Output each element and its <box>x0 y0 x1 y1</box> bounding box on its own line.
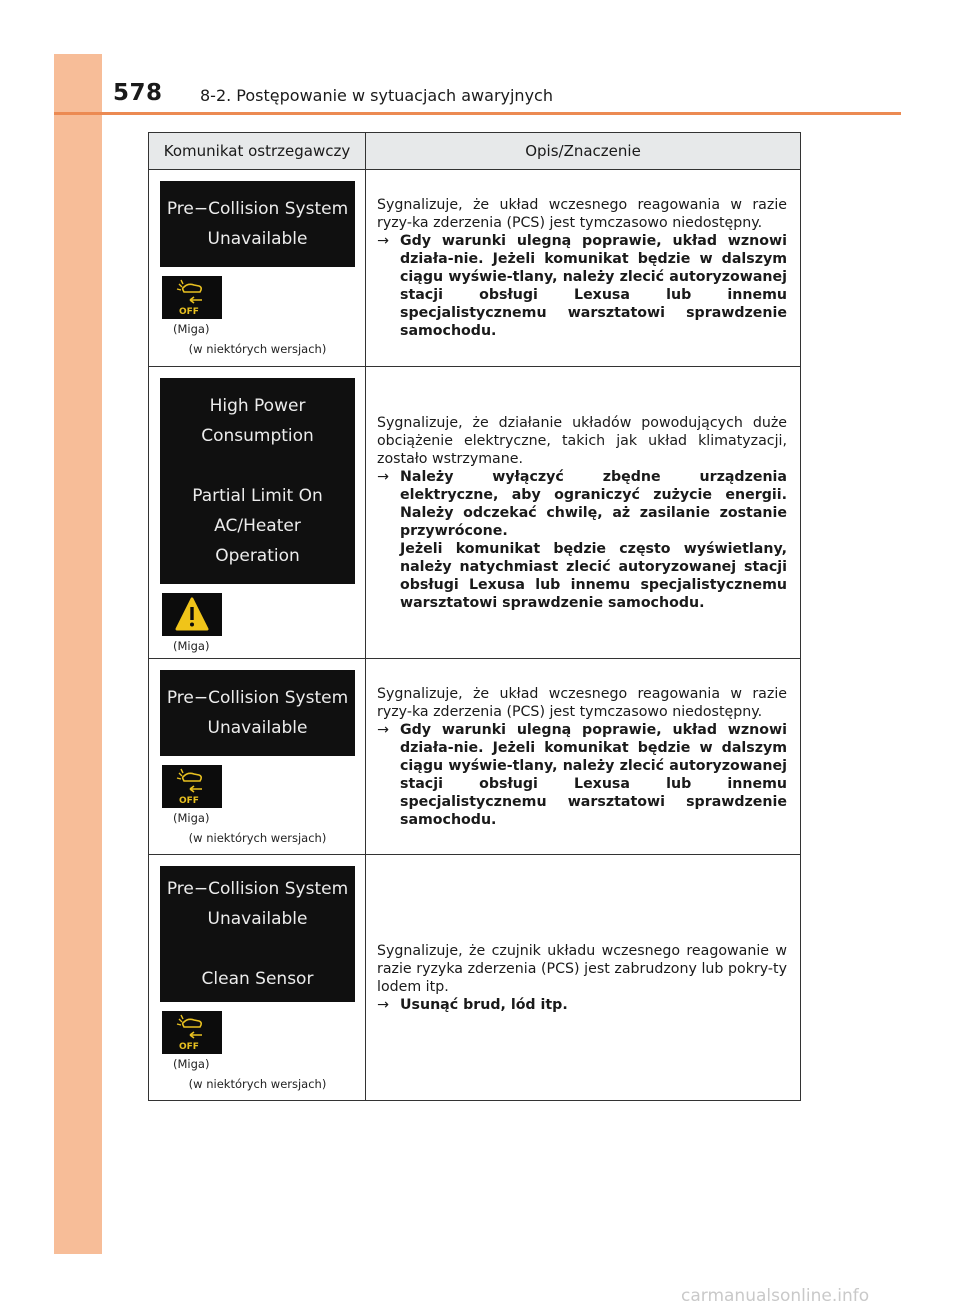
display-screen <box>160 670 355 756</box>
display-screen <box>160 378 355 584</box>
table-row <box>149 659 801 855</box>
header-warning-message: Komunikat ostrzegawczy <box>149 133 366 170</box>
screen-line: Operation <box>215 546 300 566</box>
arrow-icon: → <box>377 468 389 485</box>
description-cell <box>366 170 801 367</box>
versions-note: (w niektórych wersjach) <box>188 342 327 356</box>
pcs-off-icon <box>162 1011 222 1054</box>
blink-label: (Miga) <box>173 639 210 653</box>
description-cell <box>366 659 801 855</box>
screen-line: Pre−Collision System <box>166 879 349 899</box>
screen-line: Pre−Collision System <box>166 688 349 708</box>
description-text: Sygnalizuje, że czujnik układu wczesnego reagowanie w razie ryzyka zderzenia (PCS) jest zabrudzony lub pokry-ty lodem itp. <box>377 942 787 995</box>
action-extra-text: Jeżeli komunikat będzie często wyświetlany, należy natychmiast zlecić autoryzowanej stacji obsługi Lexusa lub innemu specjalistycznemu warsztatowi sprawdzenie samochodu. <box>400 540 787 611</box>
screen-line: Consumption <box>201 426 314 446</box>
display-screen <box>160 866 355 1002</box>
screen-line: Pre−Collision System <box>166 199 349 219</box>
description-text: Sygnalizuje, że układ wczesnego reagowania w razie ryzy-ka zderzenia (PCS) jest tymczasowo niedostępny. <box>377 685 787 720</box>
screen-line: Clean Sensor <box>201 969 314 989</box>
screen-line: AC/Heater <box>214 516 301 536</box>
message-cell <box>149 367 366 659</box>
versions-note: (w niektórych wersjach) <box>188 1077 327 1091</box>
arrow-icon: → <box>377 996 389 1013</box>
section-title: 8-2. Postępowanie w sytuacjach awaryjnych <box>200 86 553 105</box>
message-cell <box>149 659 366 855</box>
pcs-off-icon <box>162 765 222 808</box>
description-cell <box>366 855 801 1101</box>
message-cell <box>149 170 366 367</box>
blink-label: (Miga) <box>173 322 210 336</box>
action-text: → Gdy warunki ulegną poprawie, układ wznowi działa-nie. Jeżeli komunikat będzie w dalszym ciągu wyświe-tlany, należy zlecić autoryzowanej stacji obsługi Lexusa lub innemu specjalistycznemu warsztatowi sprawdzenie samochodu. <box>377 233 787 339</box>
svg-text:OFF: OFF <box>179 796 199 806</box>
warning-triangle-icon <box>162 593 222 636</box>
versions-note: (w niektórych wersjach) <box>188 831 327 845</box>
display-screen <box>160 181 355 267</box>
svg-text:OFF: OFF <box>179 1042 199 1052</box>
table-header-row <box>149 133 801 170</box>
svg-text:OFF: OFF <box>179 307 199 317</box>
blink-label: (Miga) <box>173 1057 210 1071</box>
screen-line: Unavailable <box>207 229 308 249</box>
message-cell <box>149 855 366 1101</box>
action-text: → Usunąć brud, lód itp. <box>377 996 568 1013</box>
table-row <box>149 367 801 659</box>
warning-message-table <box>148 132 801 1101</box>
action-text: → Należy wyłączyć zbędne urządzenia elektryczne, aby ograniczyć zużycie energii. Należy odczekać chwilę, aż zasilanie zostanie przywrócone. Jeżeli komunikat będzie często wyświetlany, należy natychmiast zlecić autoryzowanej stacji obsługi Lexusa lub innemu specjalistycznemu warsztatowi sprawdzenie samochodu. <box>377 468 787 611</box>
blink-label: (Miga) <box>173 811 210 825</box>
table-row <box>149 170 801 367</box>
pcs-off-icon <box>162 276 222 319</box>
footer-watermark[interactable]: carmanualsonline.info <box>681 1286 870 1306</box>
screen-line: Unavailable <box>207 909 308 929</box>
screen-line: Unavailable <box>207 718 308 738</box>
arrow-icon: → <box>377 233 389 249</box>
screen-line: Partial Limit On <box>192 486 323 506</box>
description-cell <box>366 367 801 659</box>
page-number: 578 <box>113 80 163 106</box>
header-description: Opis/Znaczenie <box>366 133 801 170</box>
description-text: Sygnalizuje, że układ wczesnego reagowania w razie ryzy-ka zderzenia (PCS) jest tymczasowo niedostępny. <box>377 197 787 231</box>
table-row <box>149 855 801 1101</box>
screen-line: High Power <box>209 396 306 416</box>
arrow-icon: → <box>377 721 389 738</box>
description-text: Sygnalizuje, że działanie układów powodujących duże obciążenie elektryczne, takich jak układ klimatyzacji, zostało wstrzymane. <box>377 414 787 467</box>
header-rule <box>54 112 901 115</box>
action-text: → Gdy warunki ulegną poprawie, układ wznowi działa-nie. Jeżeli komunikat będzie w dalszym ciągu wyświe-tlany, należy zlecić autoryzowanej stacji obsługi Lexusa lub innemu specjalistycznemu warsztatowi sprawdzenie samochodu. <box>377 721 787 828</box>
side-color-strip <box>54 54 102 1254</box>
